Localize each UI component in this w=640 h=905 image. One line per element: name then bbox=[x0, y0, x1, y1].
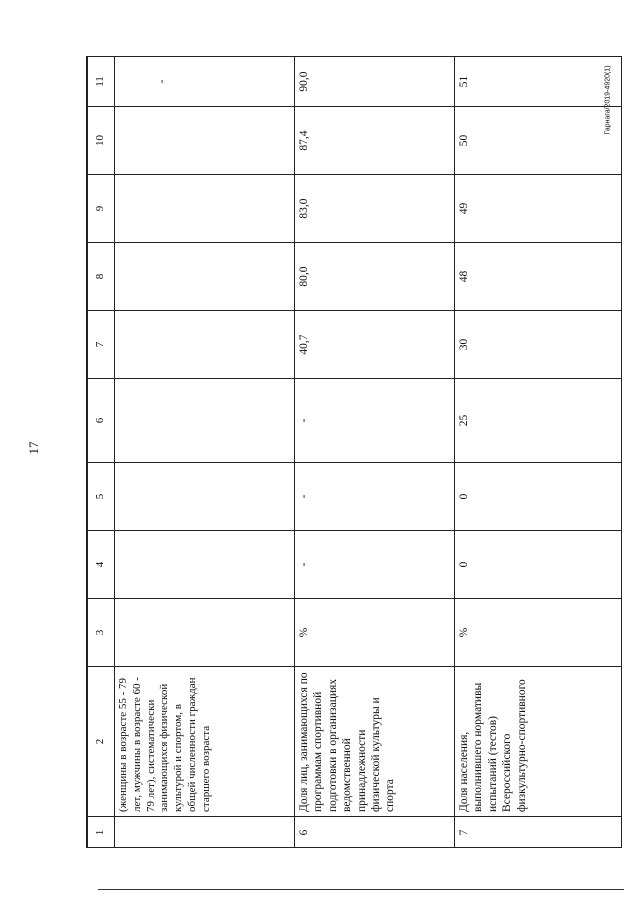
value-cell: 25 bbox=[455, 379, 623, 463]
header-row bbox=[88, 57, 115, 849]
indicators-table bbox=[87, 56, 622, 848]
col-header-10: 10 bbox=[88, 107, 115, 175]
value-cell bbox=[115, 531, 295, 599]
col-header-6: 6 bbox=[88, 379, 115, 463]
col-header-7: 7 bbox=[88, 311, 115, 379]
row-number: 7 bbox=[455, 817, 623, 849]
value-cell: 50 bbox=[455, 107, 623, 175]
value-cell: 0 bbox=[455, 463, 623, 531]
value-cell bbox=[115, 243, 295, 311]
value-cell: - bbox=[115, 57, 295, 107]
col-header-2: 2 bbox=[88, 667, 115, 817]
indicator-label: Доля лиц, занимающихся по программам спортивной подготовки в организациях ведомственной принадлежности физической культуры и спорта bbox=[295, 667, 455, 817]
value-cell bbox=[115, 311, 295, 379]
table-row bbox=[455, 57, 623, 849]
col-header-1: 1 bbox=[88, 817, 115, 849]
value-cell: 48 bbox=[455, 243, 623, 311]
col-header-5: 5 bbox=[88, 463, 115, 531]
value-cell: 83,0 bbox=[295, 175, 455, 243]
value-cell: - bbox=[295, 531, 455, 599]
value-cell bbox=[115, 379, 295, 463]
col-header-11: 11 bbox=[88, 57, 115, 107]
col-header-9: 9 bbox=[88, 175, 115, 243]
value-cell: - bbox=[295, 463, 455, 531]
value-cell: 40,7 bbox=[295, 311, 455, 379]
unit-cell bbox=[115, 599, 295, 667]
col-header-3: 3 bbox=[88, 599, 115, 667]
row-number bbox=[115, 817, 295, 849]
row-number: 6 bbox=[295, 817, 455, 849]
value-cell: 30 bbox=[455, 311, 623, 379]
unit-cell: % bbox=[455, 599, 623, 667]
table-row bbox=[295, 57, 455, 849]
value-cell: 0 bbox=[455, 531, 623, 599]
rotated-table-container bbox=[87, 57, 622, 848]
value-cell bbox=[115, 175, 295, 243]
value-cell: 51 bbox=[455, 57, 623, 107]
col-header-8: 8 bbox=[88, 243, 115, 311]
value-cell: 87,4 bbox=[295, 107, 455, 175]
col-header-4: 4 bbox=[88, 531, 115, 599]
value-cell: - bbox=[295, 379, 455, 463]
value-cell: 49 bbox=[455, 175, 623, 243]
value-cell bbox=[115, 463, 295, 531]
footer-divider bbox=[98, 889, 624, 890]
document-id: Гарнага/2019-4920(1) bbox=[604, 65, 612, 135]
unit-cell: % bbox=[295, 599, 455, 667]
value-cell: 90,0 bbox=[295, 57, 455, 107]
table-frame bbox=[86, 56, 622, 848]
indicator-label: (женщины в возрасте 55 - 79 лет, мужчины в возрасте 60 - 79 лет), систематически занимающихся физической культурой и спортом, в общей численности граждан старшего возраста bbox=[115, 667, 295, 817]
table-row bbox=[115, 57, 295, 849]
value-cell: 80,0 bbox=[295, 243, 455, 311]
indicator-label: Доля населения, выполнившего нормативы испытаний (тестов) Всероссийского физкультурно-спортивного bbox=[455, 667, 623, 817]
page-number: 17 bbox=[26, 441, 41, 455]
value-cell bbox=[115, 107, 295, 175]
